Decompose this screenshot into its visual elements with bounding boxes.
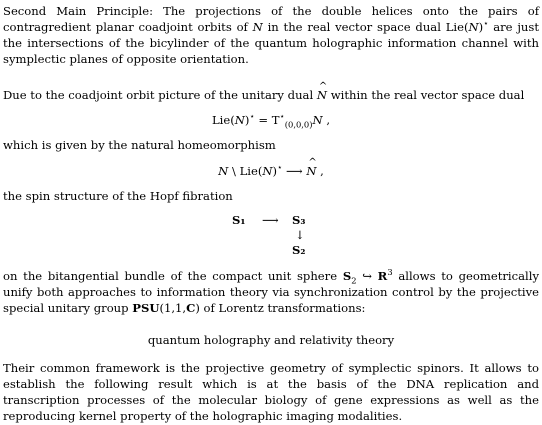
paragraph-coadjoint-orbit-intro: Due to the coadjoint orbit picture of the unitary dual ^ N within the real vector space dual: [3, 87, 539, 103]
centered-line-quantum-holography: quantum holography and relativity theory: [147, 333, 395, 347]
hopf-s1: S₁: [232, 213, 246, 227]
hopf-s2: S₂: [292, 243, 306, 257]
hopf-fibration-diagram: [232, 212, 322, 262]
paragraph-homeomorphism-intro: which is given by the natural homeomorphism: [3, 138, 276, 152]
paragraph-hopf-intro: the spin structure of the Hopf fibration: [3, 189, 233, 203]
paragraph-common-framework: Their common framework is the projective geometry of symplectic spinors. It allows to establish the following result which is at the basis of the DNA replication and transcription processes of the molecular biology of gene expressions as well as the reproducing kernel property of the holographic imaging modalities.: [3, 361, 539, 423]
hopf-arrow-down: ↓: [295, 228, 305, 242]
paragraph-bitangential-bundle: on the bitangential bundle of the compact unit sphere $S_2$ ↪ $R^3$ allows to geometrically unify both approaches to information theory via synchronization control by the projective special unitary group PSU(1,1,C) of Lorentz transformations:: [3, 267, 540, 315]
paragraph-second-main-principle: Second Main Principle: The projections of the double helices onto the pairs of contragredient planar coadjoint orbits of N in the real vector space dual Lie(N)⋆ are just the intersections of the bicylinder of the quantum holographic information channel with symplectic planes of opposite orientation.: [3, 4, 539, 66]
equation-lie-dual: $Lie(N)^⋆ = T^⋆_{(0,0,0)}N$ ,: [211, 111, 331, 130]
hopf-s3: S₃: [292, 213, 306, 227]
hopf-arrow-right: ⟶: [262, 213, 279, 227]
equation-homeomorphism: N \ Lie(N)⋆ ⟶ ^ N ,: [0, 163, 542, 179]
